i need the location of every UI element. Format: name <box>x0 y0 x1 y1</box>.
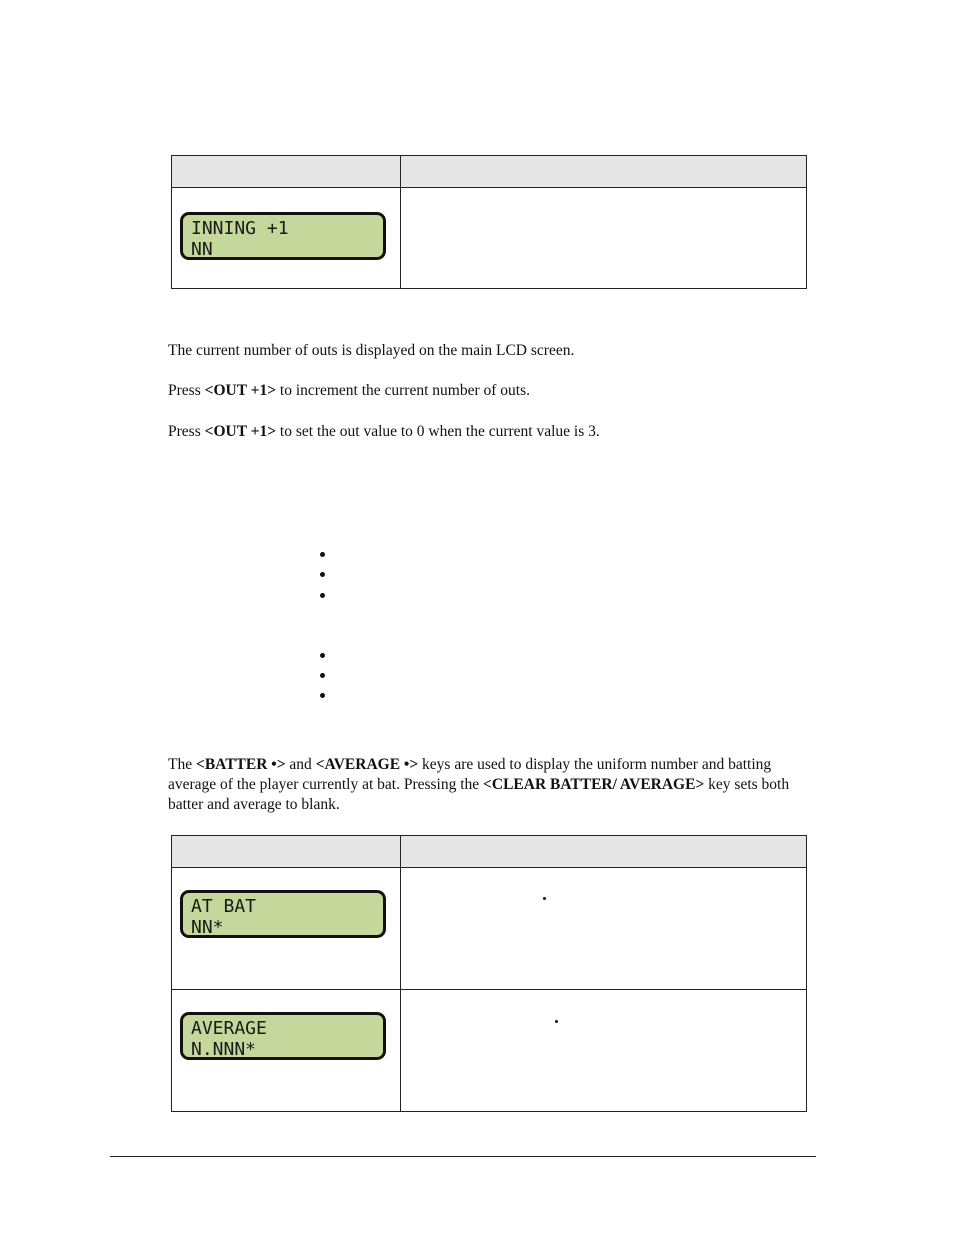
header-cell <box>172 836 401 868</box>
body-text: key sets both batter and average to blank. <box>168 776 790 813</box>
press-text: Press <box>168 423 205 440</box>
inning-table <box>171 155 807 289</box>
header-cell <box>401 156 807 188</box>
key-name: <OUT +1> <box>204 382 277 399</box>
lcd-line: N.NNN* <box>191 1039 257 1060</box>
lcd-line: NN <box>191 239 213 260</box>
body-text: The <box>168 756 196 773</box>
key-name: <OUT +1> <box>204 423 277 440</box>
lcd-cell <box>172 868 401 990</box>
lcd-line: AT BAT <box>191 896 257 917</box>
instruction-text: to increment the current number of outs. <box>276 382 530 399</box>
lcd-line: AVERAGE <box>191 1018 267 1039</box>
outs-reset-paragraph <box>168 422 818 442</box>
list-bullet <box>320 552 325 557</box>
table-row <box>172 188 807 289</box>
batter-paragraph <box>168 755 808 815</box>
instruction-text: to set the out value to 0 when the current value is 3. <box>276 423 600 440</box>
table-row <box>172 990 807 1112</box>
lcd-display <box>180 1012 386 1060</box>
batter-table <box>171 835 807 1112</box>
header-cell <box>172 156 401 188</box>
lcd-display <box>180 212 386 260</box>
key-name: <AVERAGE •> <box>315 756 419 773</box>
description-cell <box>401 990 807 1112</box>
outs-paragraph <box>168 341 818 361</box>
outs-increment-paragraph <box>168 381 818 401</box>
bullet-dot <box>555 1020 558 1023</box>
header-cell <box>401 836 807 868</box>
bullet-dot <box>543 897 546 900</box>
key-name: <CLEAR BATTER/ AVERAGE> <box>483 776 705 793</box>
body-text: and <box>285 756 316 773</box>
list-bullet <box>320 593 325 598</box>
list-bullet <box>320 572 325 577</box>
body-text: keys are used to display the uniform number and batting average of the player currently at bat. Pressing the <box>168 756 772 793</box>
outs-text: The current number of outs is displayed on the main LCD screen. <box>168 342 575 359</box>
table-row <box>172 868 807 990</box>
footer-rule <box>110 1156 816 1157</box>
lcd-line: INNING +1 <box>191 218 289 239</box>
description-cell <box>401 188 807 289</box>
lcd-display <box>180 890 386 938</box>
table-header-row <box>172 836 807 868</box>
key-name: <BATTER •> <box>195 756 286 773</box>
description-cell <box>401 868 807 990</box>
list-bullet <box>320 693 325 698</box>
list-bullet <box>320 673 325 678</box>
lcd-line: NN* <box>191 917 224 938</box>
list-bullet <box>320 653 325 658</box>
lcd-cell <box>172 990 401 1112</box>
table-header-row <box>172 156 807 188</box>
lcd-cell <box>172 188 401 289</box>
press-text: Press <box>168 382 205 399</box>
